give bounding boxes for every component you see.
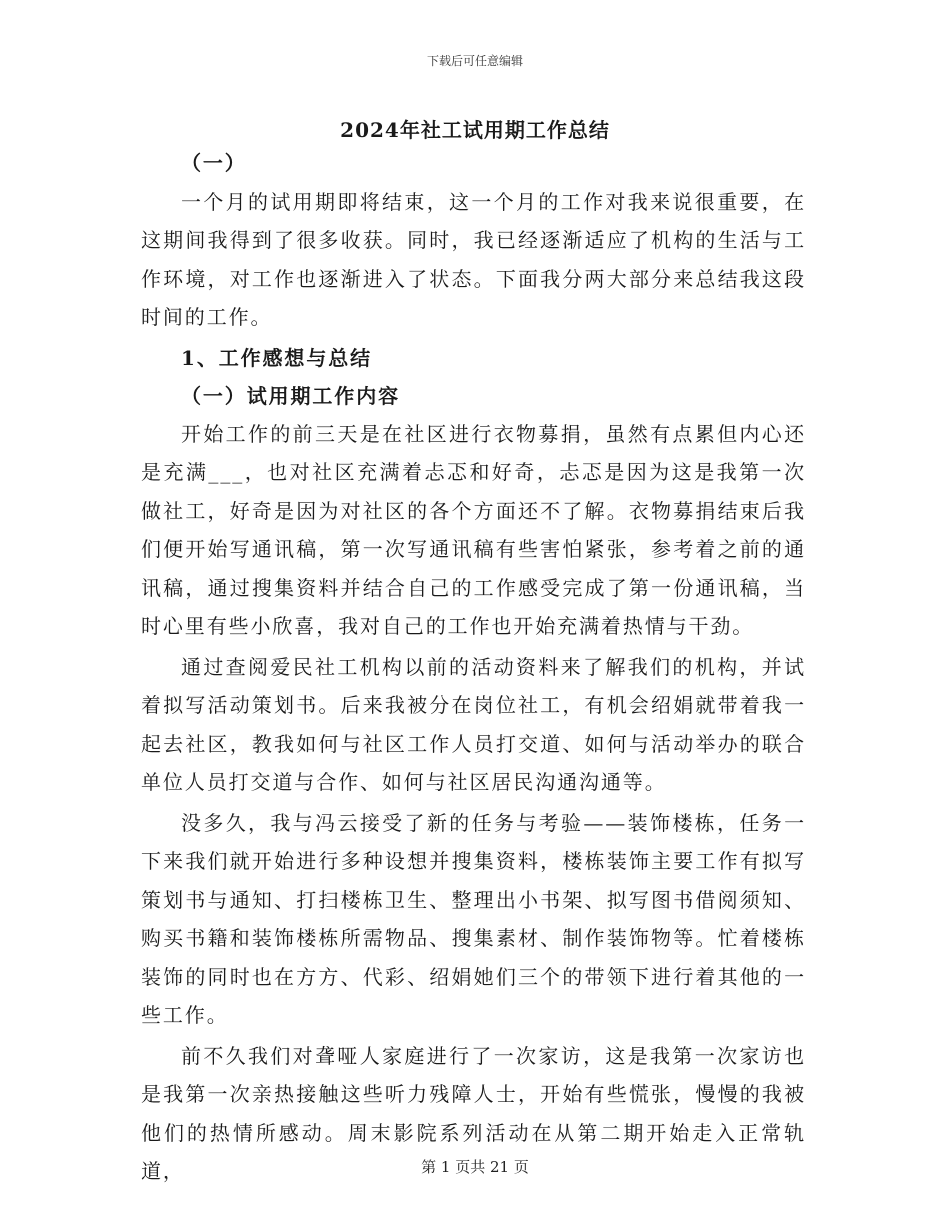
body-paragraph: 开始工作的前三天是在社区进行衣物募捐，虽然有点累但内心还是充满___，也对社区充满着忐忑和好奇，忐忑是因为这是我第一次做社工，好奇是因为对社区的各个方面还不了解。衣物募捐结束后我们便开始写通讯稿，第一次写通讯稿有些害怕紧张，参考着之前的通讯稿，通过搜集资料并结合自己的工作感受完成了第一份通讯稿，当时心里有些小欣喜，我对自己的工作也开始充满着热情与干劲。 — [141, 421, 806, 638]
header-note: 下载后可任意编辑 — [426, 54, 523, 68]
body-paragraph: 通过查阅爱民社工机构以前的活动资料来了解我们的机构，并试着拟写活动策划书。后来我被分在岗位社工，有机会绍娟就带着我一起去社区，教我如何与社区工作人员打交道、如何与活动举办的联合单位人员打交道与合作、如何与社区居民沟通沟通等。 — [141, 654, 806, 794]
body-paragraph: 前不久我们对聋哑人家庭进行了一次家访，这是我第一次家访也是我第一次亲热接触这些听力残障人士，开始有些慌张，慢慢的我被他们的热情所感动。周末影院系列活动在从第二期开始走入正常轨道， — [141, 1043, 806, 1183]
intro-paragraph: 一个月的试用期即将结束，这一个月的工作对我来说很重要，在这期间我得到了很多收获。同时，我已经逐渐适应了机构的生活与工作环境，对工作也逐渐进入了状态。下面我分两大部分来总结我这段时间的工作。 — [141, 189, 806, 329]
heading-work-reflection: 1、工作感想与总结 — [181, 345, 373, 370]
document-body — [141, 144, 806, 1191]
body-paragraph: 没多久，我与冯云接受了新的任务与考验——装饰楼栋，任务一下来我们就开始进行多种设想并搜集资料，楼栋装饰主要工作有拟写策划书与通知、打扫楼栋卫生、整理出小书架、拟写图书借阅须知、购买书籍和装饰楼栋所需物品、搜集素材、制作装饰物等。忙着楼栋装饰的同时也在方方、代彩、绍娟她们三个的带领下进行着其他的一些工作。 — [141, 810, 806, 1027]
document-title: 2024年社工试用期工作总结 — [340, 118, 610, 142]
section-marker: （一） — [181, 151, 247, 175]
subheading-probation-work: （一）试用期工作内容 — [181, 383, 400, 408]
page-number: 第 1 页共 21 页 — [421, 1158, 529, 1176]
